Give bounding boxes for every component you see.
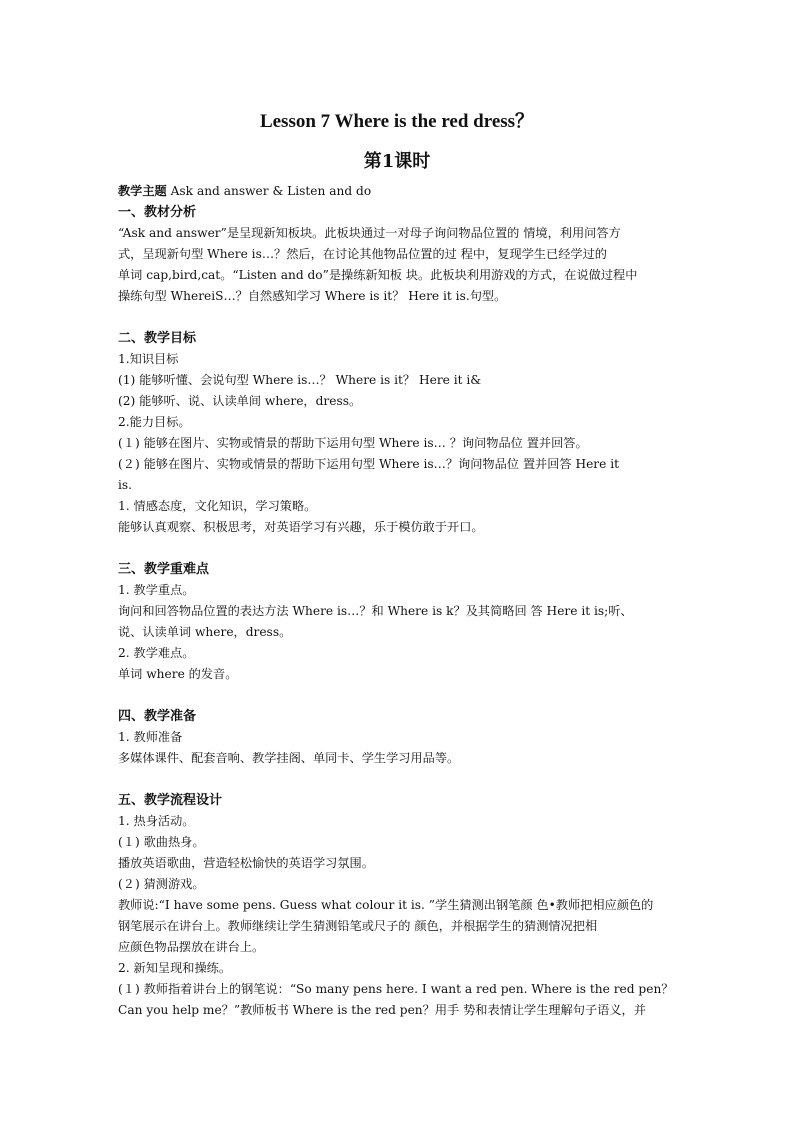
paragraph-line: 1. 教师准备 (118, 730, 183, 744)
paragraph-line: 1.知识目标 (118, 352, 179, 366)
section-heading: 二、教学目标 (118, 331, 197, 346)
paragraph-line: 询问和回答物品位置的表达方法 Where is…？和 Where is k？及其简略回 答 Here it is;听、 (118, 604, 633, 618)
paragraph-line: (１) 歌曲热身。 (118, 835, 205, 849)
lesson-subtitle: 第1课时 (363, 151, 431, 172)
spacer (118, 307, 676, 328)
paragraph-line: 操练句型 WhereiS…？自然感知学习 Where is it？ Here it is.句型。 (118, 289, 507, 303)
paragraph-line: (２) 能够在图片、实物或情景的帮助下运用句型 Where is…？询问物品位 置并回答 Here it (118, 457, 620, 471)
paragraph-line: (１) 教师指着讲台上的钢笔说：“So many pens here. I want a red pen. Where is the red pen？ (118, 982, 674, 996)
paragraph-line: (１) 能够在图片、实物或情景的帮助下运用句型 Where is… ？询问物品位 置并回答。 (118, 436, 588, 450)
paragraph-line: 教师说:“I have some pens. Guess what colour it is. ”学生猜测出钢笔颜 色•教师把相应颜色的 (118, 898, 654, 912)
paragraph-line: 应颜色物品摆放在讲台上。 (118, 940, 265, 954)
paragraph-line: 钢笔展示在讲台上。教师继续让学生猜测铅笔或尺子的 颜色，并根据学生的猜测情况把相 (118, 919, 598, 933)
paragraph-line: 播放英语歌曲，营造轻松愉快的英语学习氛围。 (118, 856, 374, 870)
paragraph-line: 1. 热身活动。 (118, 814, 195, 828)
paragraph-line: (1) 能够听懂、会说句型 Where is…？ Where is it？ Here it i& (118, 373, 482, 387)
paragraph-line: 多媒体课件、配套音响、教学挂阁、单同卡、学生学习用品等。 (118, 751, 460, 765)
paragraph-line: is. (118, 478, 133, 492)
paragraph-line: 单词 where 的发音。 (118, 667, 238, 681)
spacer (118, 538, 676, 559)
spacer (118, 685, 676, 706)
paragraph-line: 2. 新知呈现和操练。 (118, 961, 232, 975)
paragraph-line: 能够认真观察、积极思考，对英语学习有兴趣，乐于模仿敢于开口。 (118, 520, 484, 534)
section-heading: 四、教学准备 (118, 709, 197, 724)
paragraph-line: 式，呈现新句型 Where is…？然后，在讨论其他物品位置的过 程中，复现学生已经学过的 (118, 247, 607, 261)
section-heading: 三、教学重难点 (118, 562, 210, 577)
paragraph-line: Can you help me？”教师板书 Where is the red pen？用手 势和表情让学生理解句子语义，并 (118, 1003, 646, 1017)
paragraph-line: 1. 教学重点。 (118, 583, 195, 597)
paragraph-line: 2. 教学难点。 (118, 646, 195, 660)
theme-text: Ask and answer & Listen and do (170, 184, 372, 198)
section-heading: 一、教材分析 (118, 205, 197, 220)
paragraph-line: 单词 cap,bird,cat。“Listen and do”是操练新知板 块。此板块利用游戏的方式，在说做过程中 (118, 268, 638, 282)
theme-label: 教学主题 (118, 184, 167, 198)
lesson-title: Lesson 7 Where is the red dress？ (259, 111, 535, 132)
section-heading: 五、教学流程设计 (118, 793, 223, 808)
document-body (118, 181, 676, 1021)
theme-line (118, 181, 676, 202)
paragraph-line: “Ask and answer”是呈现新知板块。此板块通过一对母子询问物品位置的 情境，利用问答方 (118, 226, 621, 240)
paragraph-line: 2.能力目标。 (118, 415, 191, 429)
paragraph-line: 1. 情感态度，文化知识，学习策略。 (118, 499, 317, 513)
paragraph-line: (２) 猜测游戏。 (118, 877, 205, 891)
spacer (118, 769, 676, 790)
paragraph-line: (2) 能够听、说、认读单间 where，dress。 (118, 394, 362, 408)
paragraph-line: 说、认读单词 where，dress。 (118, 625, 292, 639)
